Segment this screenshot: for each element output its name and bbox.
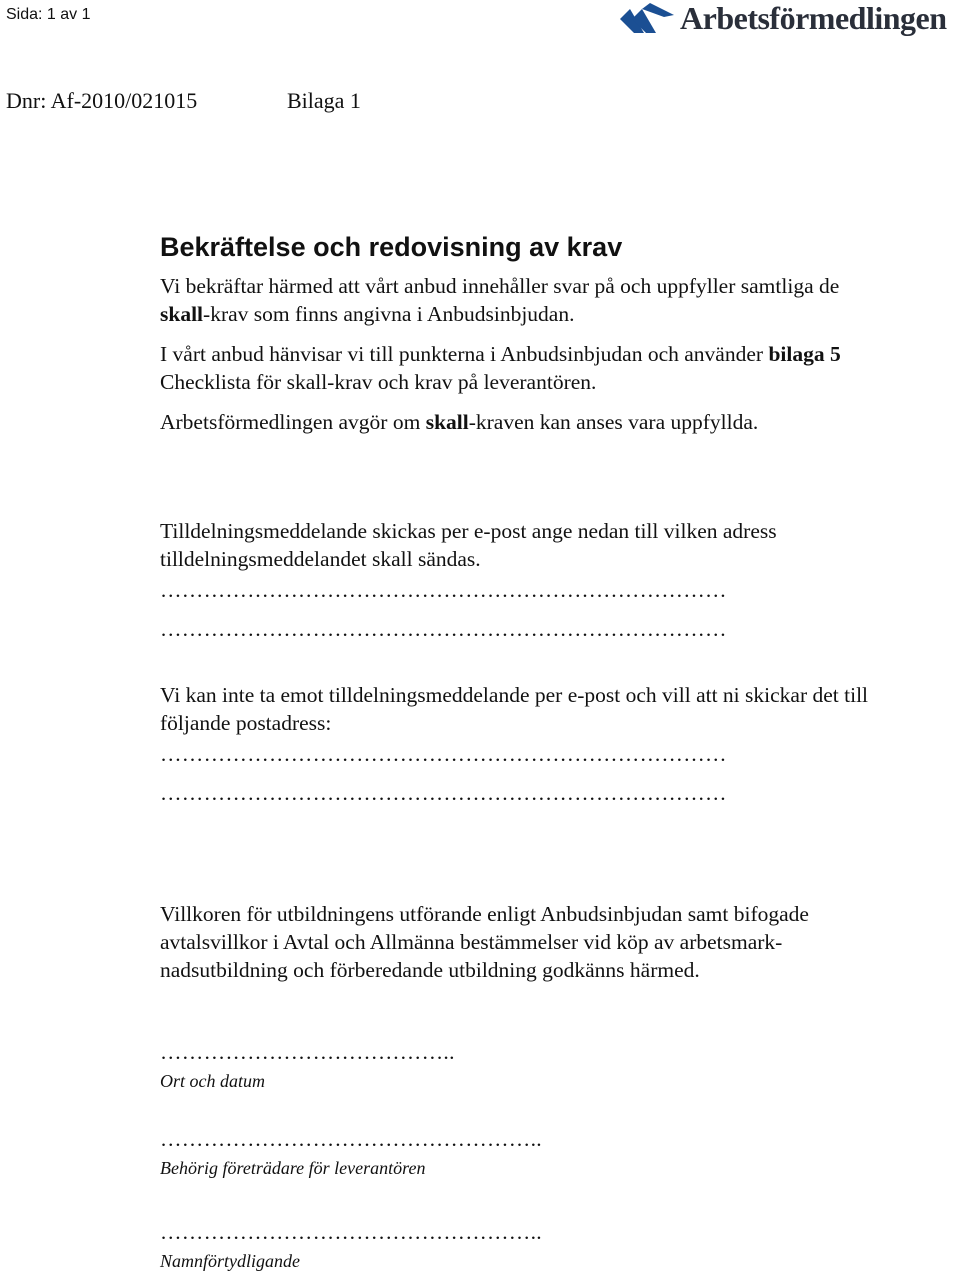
logo-wordmark: Arbetsförmedlingen [680,0,947,36]
section3-line2: följande postadress: [160,711,332,735]
emphasis-skall: skall [160,302,204,326]
section2-line2: tilldelningsmeddelandet skall sändas. [160,547,481,571]
email-address-field-2[interactable]: …………………………………………………………………… [160,617,727,641]
section1-line5-text: Arbetsförmedlingen avgör om [160,410,426,434]
section2-line1: Tilldelningsmeddelande skickas per e-post ange nedan till vilken adress [160,519,777,543]
emphasis-skall-2: skall [425,410,469,434]
logo-mark-icon [620,3,676,33]
company-logo [620,0,955,44]
section1-line2 [160,300,574,328]
authorized-signature-label: Behörig företrädare för leverantören [160,1158,426,1178]
section3-line1: Vi kan inte ta emot tilldelningsmeddelande per e-post och vill att ni skickar det till [160,683,869,707]
section1-line5 [160,408,758,436]
name-clarification-label: Namnförtydligande [160,1251,300,1271]
attachment-label: Bilaga 1 [287,88,361,113]
emphasis-bilaga: bilaga 5 [768,342,841,366]
place-date-field[interactable]: ………………………………….. [160,1040,455,1064]
page-indicator: Sida: 1 av 1 [6,6,91,23]
section1-line5-rest: -kraven kan anses vara uppfyllda. [468,410,759,434]
section4-line2: avtalsvillkor i Avtal och Allmänna bestämmelser vid köp av arbetsmark- [160,930,783,954]
section4-line3: nadsutbildning och förberedande utbildning godkänns härmed. [160,958,700,982]
authorized-signature-field[interactable]: …………………………………………….. [160,1127,542,1151]
section4-line1: Villkoren för utbildningens utförande enligt Anbudsinbjudan samt bifogade [160,902,809,926]
section1-line4: Checklista för skall-krav och krav på leverantören. [160,370,597,394]
email-address-field[interactable]: …………………………………………………………………… [160,578,727,602]
place-date-label: Ort och datum [160,1071,265,1091]
section1-line3-text: I vårt anbud hänvisar vi till punkterna i Anbudsinbjudan och använder [160,342,769,366]
postal-address-field-2[interactable]: …………………………………………………………………… [160,781,727,805]
section1-line3 [160,340,841,368]
section1-line1: Vi bekräftar härmed att vårt anbud innehåller svar på och uppfyller samtliga de [160,274,840,298]
section1-line2-text: -krav som finns angivna i Anbudsinbjudan. [203,302,575,326]
name-clarification-field[interactable]: …………………………………………….. [160,1220,542,1244]
document-number: Dnr: Af-2010/021015 [6,88,198,113]
page-title: Bekräftelse och redovisning av krav [160,232,623,262]
postal-address-field[interactable]: …………………………………………………………………… [160,742,727,766]
